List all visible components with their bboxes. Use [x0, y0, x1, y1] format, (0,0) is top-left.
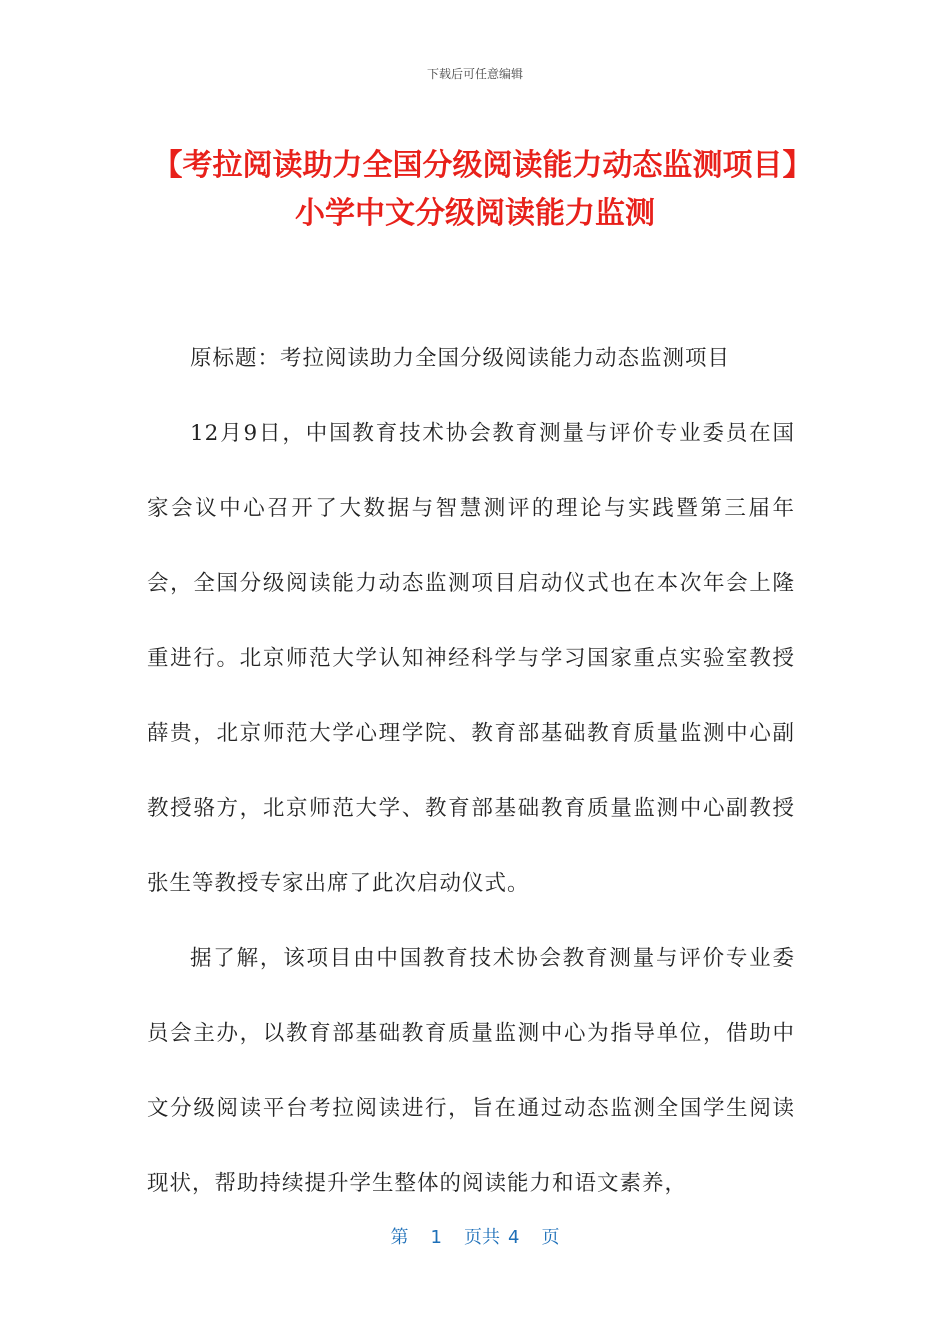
footer-page-number: 1 — [430, 1227, 442, 1248]
page-footer — [0, 1226, 950, 1250]
paragraph-original-title: 原标题：考拉阅读助力全国分级阅读能力动态监测项目 — [190, 346, 731, 371]
footer-page-mid: 页共 — [464, 1227, 500, 1248]
paragraph-project-info: 据了解，该项目由中国教育技术协会教育测量与评价专业委员会主办，以教育部基础教育质量监测中心为指导单位，借助中文分级阅读平台考拉阅读进行，旨在通过动态监测全国学生阅读现状，帮助持续提升学生整体的阅读能力和语文素养， — [147, 946, 795, 1196]
paragraph-event: 12月9日，中国教育技术协会教育测量与评价专业委员在国家会议中心召开了大数据与智慧测评的理论与实践暨第三届年会，全国分级阅读能力动态监测项目启动仪式也在本次年会上隆重进行。北京师范大学认知神经科学与学习国家重点实验室教授薛贵，北京师范大学心理学院、教育部基础教育质量监测中心副教授骆方，北京师范大学、教育部基础教育质量监测中心副教授张生等教授专家出席了此次启动仪式。 — [147, 421, 795, 896]
footer-page-total: 4 — [508, 1227, 520, 1248]
footer-page-suffix: 页 — [541, 1227, 560, 1248]
footer-page-prefix: 第 — [390, 1227, 409, 1248]
document-title: 【考拉阅读助力全国分级阅读能力动态监测项目】小学中文分级阅读能力监测 — [152, 148, 798, 231]
header-note: 下载后可任意编辑 — [426, 67, 523, 81]
document-body — [147, 321, 795, 1221]
